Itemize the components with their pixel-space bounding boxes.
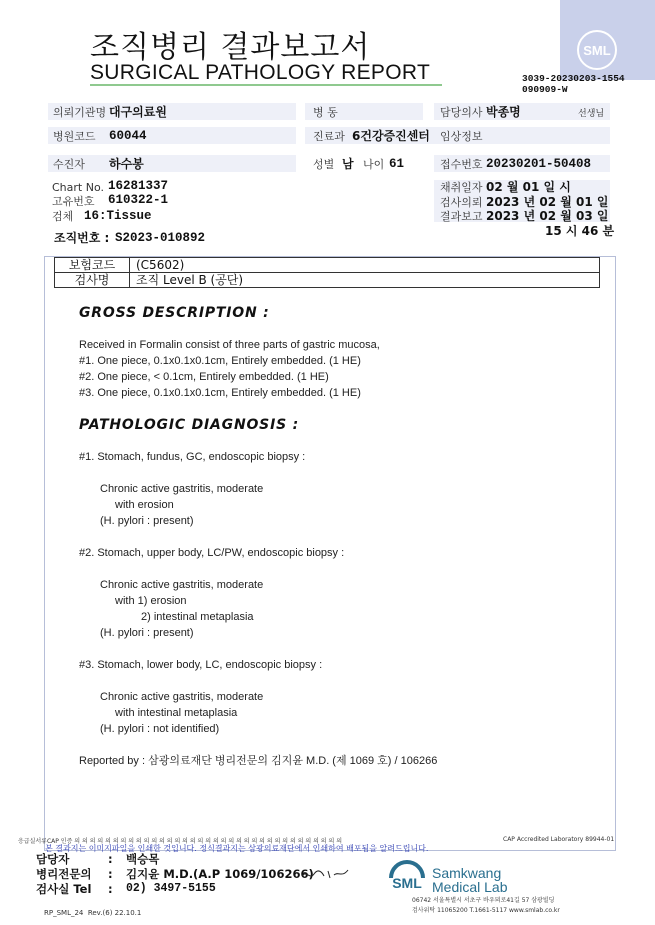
requested-value: 2023 년 02 월 01 일 xyxy=(486,195,609,209)
age-value: 61 xyxy=(389,157,405,171)
age-label: 나이 xyxy=(363,158,385,171)
institution-label: 의뢰기관명 xyxy=(53,106,107,119)
diagnosis-2-line: 2) intestinal metaplasia xyxy=(141,611,254,623)
clinical-info-label: 임상정보 xyxy=(440,130,483,143)
insurance-code-label: 보험코드 xyxy=(55,258,130,273)
chart-label: Chart No. xyxy=(52,181,104,194)
footer-notice-small: 응급실서류CAP 인증 의 의 의 의 의 의 의 의 의 의 의 의 의 의 의 의 의 의 의 의 의 의 의 의 의 의 의 의 의 의 의 의 의 의 의 xyxy=(18,838,343,845)
title-underline xyxy=(90,84,442,86)
unique-value: 610322-1 xyxy=(108,193,169,207)
brand-name: Samkwang Medical Lab xyxy=(432,865,508,895)
department-value: 6건강증진센터 xyxy=(352,129,430,143)
tissue-number-value: S2023-010892 xyxy=(115,231,206,245)
chart-value: 16281337 xyxy=(108,179,169,193)
diagnosis-1-line: Chronic active gastritis, moderate xyxy=(100,483,264,495)
test-name-value: 조직 Level B (공단) xyxy=(130,273,600,288)
lab-tel-label: 검사실 Tel xyxy=(36,882,92,896)
examinee-value: 하수봉 xyxy=(109,157,144,171)
tissue-number-label: 조직번호 : xyxy=(54,231,110,245)
report-title-korean: 조직병리 결과보고서 xyxy=(90,30,371,65)
diagnosis-2-title: #2. Stomach, upper body, LC/PW, endoscopic biopsy : xyxy=(79,547,345,559)
diagnosis-2-line: with 1) erosion xyxy=(115,595,187,607)
specimen-value: 16:Tissue xyxy=(84,209,152,223)
doctor-label: 담당의사 xyxy=(440,106,483,119)
insurance-table xyxy=(54,257,600,288)
gross-line: #3. One piece, 0.1x0.1x0.1cm, Entirely embedded. (1 HE) xyxy=(79,387,361,399)
institution-value: 대구의료원 xyxy=(109,105,167,119)
specimen-label: 검체 xyxy=(52,210,74,223)
examinee-label: 수진자 xyxy=(53,158,85,171)
gross-description-heading: GROSS DESCRIPTION : xyxy=(79,305,270,321)
gross-line: #1. One piece, 0.1x0.1x0.1cm, Entirely embedded. (1 HE) xyxy=(79,355,361,367)
receipt-label: 접수번호 xyxy=(440,158,483,171)
test-name-label: 검사명 xyxy=(55,273,130,288)
ward-label: 병 동 xyxy=(313,106,338,119)
collected-label: 채취일자 xyxy=(440,181,483,194)
diagnosis-1-line: (H. pylori : present) xyxy=(100,515,194,527)
gross-line: #2. One piece, < 0.1cm, Entirely embedded. (1 HE) xyxy=(79,371,329,383)
pathologist-label: 병리전문의 xyxy=(36,867,92,881)
diagnosis-1-title: #1. Stomach, fundus, GC, endoscopic biopsy : xyxy=(79,451,306,463)
insurance-row-code xyxy=(55,258,600,273)
reported-by: Reported by : 삼광의료재단 병리전문의 김지윤 M.D. (제 1069 호) / 106266 xyxy=(79,755,438,767)
requested-label: 검사의뢰 xyxy=(440,196,483,209)
diagnosis-2-line: Chronic active gastritis, moderate xyxy=(100,579,264,591)
shade-row3a xyxy=(48,155,296,172)
sex-label: 성별 xyxy=(313,158,335,171)
document-number: 3039-20230203-1554 090909-W xyxy=(522,73,625,95)
collected-value: 02 월 01 일 시 xyxy=(486,180,571,194)
pathologist-colon: : xyxy=(108,867,113,881)
manager-colon: : xyxy=(108,852,113,866)
form-code: RP_SML_24 Rev.(6) 22.10.1 xyxy=(44,909,142,917)
footer-notice-blue: 본 결과지는 이미지파일을 인쇄한 것입니다. 정식결과지는 삼광의료재단에서 인쇄하여 배포됨을 알려드립니다. xyxy=(45,844,429,853)
gross-line: Received in Formalin consist of three parts of gastric mucosa, xyxy=(79,339,380,351)
doctor-value: 박종명 xyxy=(486,105,521,119)
lab-address-2: 검사위탁 11065200 T.1661-5117 www.smlab.co.kr xyxy=(412,907,560,914)
signature-image xyxy=(300,866,350,882)
lab-address: 06742 서울특별시 서초구 바우뫼로41길 57 삼광빌딩 xyxy=(412,897,555,904)
diagnosis-3-line: (H. pylori : not identified) xyxy=(100,723,220,735)
unique-label: 고유번호 xyxy=(52,195,95,208)
diagnosis-2-line: (H. pylori : present) xyxy=(100,627,194,639)
lab-tel-colon: : xyxy=(108,882,113,896)
receipt-value: 20230201-50408 xyxy=(486,157,592,171)
diagnosis-3-line: with intestinal metaplasia xyxy=(115,707,238,719)
lab-tel-value: 02) 3497-5155 xyxy=(126,882,216,895)
manager-value: 백승목 xyxy=(126,852,160,866)
diagnosis-1-line: with erosion xyxy=(115,499,174,511)
cap-accreditation: CAP Accredited Laboratory 89944-01 xyxy=(503,836,615,843)
reported-value: 2023 년 02 월 03 일 xyxy=(486,209,609,223)
sex-value: 남 xyxy=(342,157,354,171)
sml-logo: SML xyxy=(577,30,617,70)
diagnosis-3-title: #3. Stomach, lower body, LC, endoscopic biopsy : xyxy=(79,659,323,671)
manager-label: 담당자 xyxy=(36,852,70,866)
doctor-suffix: 선생님 xyxy=(578,109,605,119)
department-label: 진료과 xyxy=(313,130,345,143)
reported-time: 15 시 46 분 xyxy=(545,224,615,238)
reported-label: 결과보고 xyxy=(440,210,483,223)
report-title-english: SURGICAL PATHOLOGY REPORT xyxy=(90,61,431,84)
sml-footer-logo-text: SML xyxy=(392,875,422,891)
pathologic-diagnosis-heading: PATHOLOGIC DIAGNOSIS : xyxy=(79,417,300,433)
hospital-code-label: 병원코드 xyxy=(53,130,96,143)
pathologist-value: 김지윤 M.D.(A.P 1069/106266) xyxy=(126,867,314,881)
diagnosis-3-line: Chronic active gastritis, moderate xyxy=(100,691,264,703)
insurance-row-test xyxy=(55,273,600,288)
hospital-code-value: 60044 xyxy=(109,129,147,143)
insurance-code-value: (C5602) xyxy=(130,258,600,273)
